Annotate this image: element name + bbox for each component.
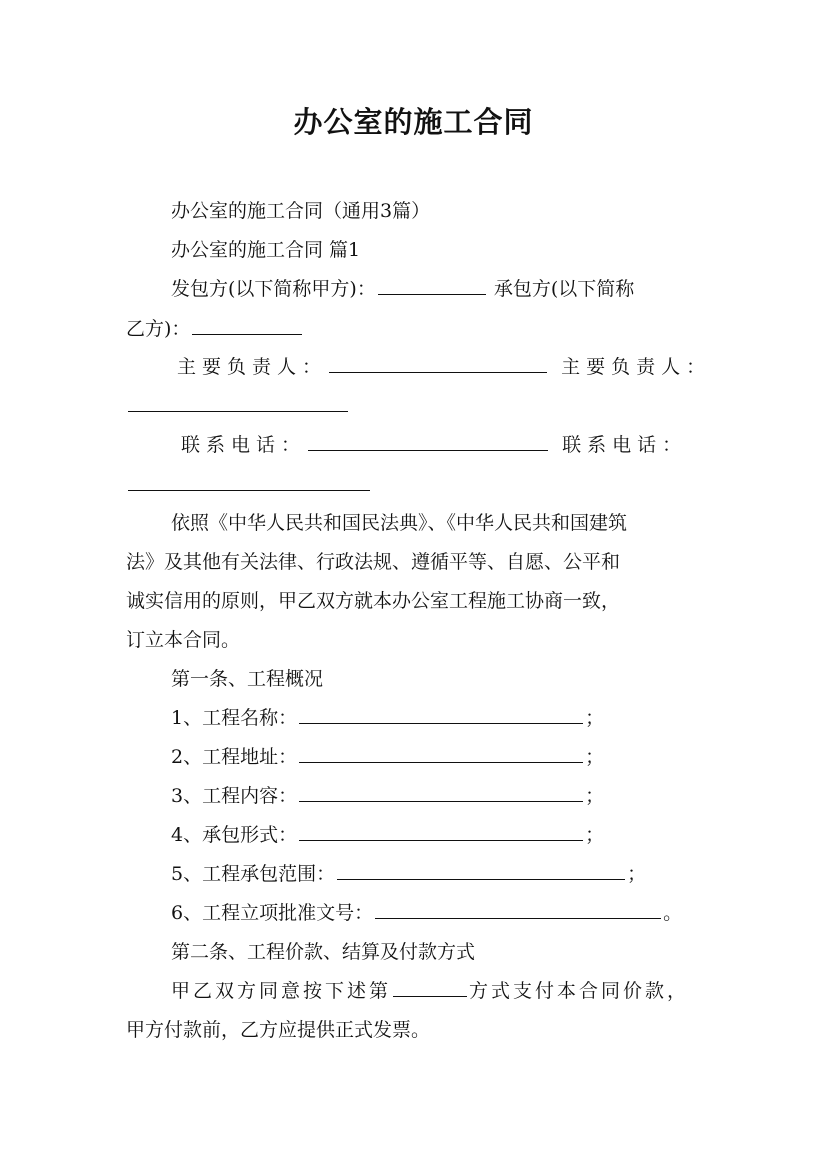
employer-line xyxy=(171,276,634,302)
item-label: 2、工程地址： xyxy=(171,746,298,768)
article1-item xyxy=(171,822,604,848)
principal-label-employer: 主要负责人： xyxy=(177,356,328,378)
principal-blank-employer xyxy=(329,354,547,373)
contractor-blank xyxy=(192,316,302,335)
article2-line-1 xyxy=(171,978,689,1004)
phone-blank-line xyxy=(126,472,372,498)
item-label: 1、工程名称： xyxy=(171,707,298,729)
intro-line-2: 法》及其他有关法律、行政法规、遵循平等、自愿、公平和 xyxy=(126,551,621,573)
contractor-label: 承包方(以下简称 xyxy=(493,278,635,300)
contractor-line xyxy=(126,316,304,342)
intro-line-1: 依照《中华人民共和国民法典》、《中华人民共和国建筑 xyxy=(171,512,628,534)
item-label: 3、工程内容： xyxy=(171,785,298,807)
item-blank xyxy=(299,822,583,841)
principal-line xyxy=(177,354,711,380)
document-title: 办公室的施工合同 xyxy=(293,105,534,139)
item-label: 5、工程承包范围： xyxy=(171,863,336,885)
item-blank xyxy=(299,783,583,802)
article1-item xyxy=(171,900,682,926)
item-blank xyxy=(375,900,661,919)
phone-label-contractor: 联系电话： xyxy=(562,434,688,456)
principal-label-contractor: 主要负责人： xyxy=(561,356,712,378)
intro-line-4: 订立本合同。 xyxy=(126,629,241,651)
employer-label: 发包方(以下简称甲方)： xyxy=(171,278,376,300)
item-end: ； xyxy=(627,863,647,885)
article1-item xyxy=(171,861,646,887)
item-label: 4、承包形式： xyxy=(171,824,298,846)
item-blank xyxy=(299,705,583,724)
item-end: ； xyxy=(585,824,605,846)
article1-item xyxy=(171,744,604,770)
principal-blank-line xyxy=(126,393,350,419)
payment-text-a: 甲乙双方同意按下述第 xyxy=(171,980,392,1002)
article2-line-2: 甲方付款前，乙方应提供正式发票。 xyxy=(126,1019,431,1041)
phone-blank-employer xyxy=(308,432,548,451)
article2-heading: 第二条、工程价款、结算及付款方式 xyxy=(171,941,476,963)
payment-text-b: 方式支付本合同价款， xyxy=(469,980,690,1002)
phone-line xyxy=(181,432,687,458)
intro-line-3: 诚实信用的原则，甲乙双方就本办公室工程施工协商一致， xyxy=(126,590,621,612)
payment-method-blank xyxy=(393,978,467,997)
section-title: 办公室的施工合同 篇1 xyxy=(171,239,361,261)
item-end: ； xyxy=(585,746,605,768)
article1-heading: 第一条、工程概况 xyxy=(171,668,324,690)
article1-item xyxy=(171,705,604,731)
article1-item xyxy=(171,783,604,809)
document-subtitle: 办公室的施工合同（通用3篇） xyxy=(171,200,431,222)
item-end: ； xyxy=(585,785,605,807)
principal-blank-contractor xyxy=(128,393,348,412)
item-end: ； xyxy=(585,707,605,729)
employer-blank xyxy=(378,276,486,295)
item-label: 6、工程立项批准文号： xyxy=(171,902,374,924)
item-blank xyxy=(299,744,583,763)
item-blank xyxy=(337,861,625,880)
phone-label-employer: 联系电话： xyxy=(181,434,307,456)
phone-blank-contractor xyxy=(128,472,370,491)
item-end: 。 xyxy=(663,902,683,924)
contractor-label-cont: 乙方)： xyxy=(126,318,191,340)
